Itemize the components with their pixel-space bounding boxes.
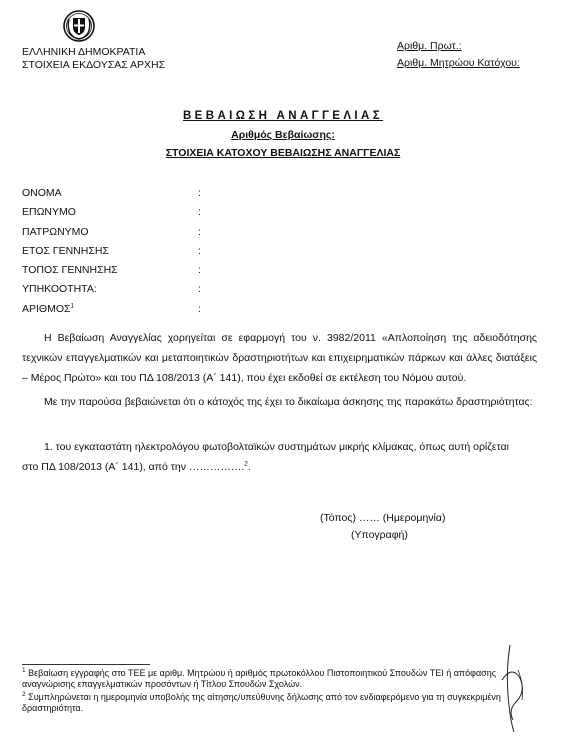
footnote-text: Βεβαίωση εγγραφής στο ΤΕΕ με αριθμ. Μητρώου ή αριθμός πρωτοκόλλου Πιστοποιητικού Σπουδών ΤΕΙ ή απόφασης αναγνώρισης επαγγελματικών προσόντων ή Τίτλου Σπουδών Σχολών. bbox=[22, 668, 497, 689]
activity-item-line2 bbox=[22, 457, 537, 477]
field-label: ΕΤΟΣ ΓΕΝΝΗΣΗΣ bbox=[22, 244, 109, 257]
field-separator: : bbox=[198, 225, 201, 238]
legal-basis-paragraph: Η Βεβαίωση Αναγγελίας χορηγείται σε εφαρμογή του ν. 3982/2011 «Απλοποίηση της αδειοδότησης τεχνικών επαγγελματικών και μεταποιητικών δραστηριοτήτων και επιχειρηματικών πάρκων και άλλες διατάξεις – Μέρος Πρώτο» και του ΠΔ 108/2013 (Α΄ 141), που έχει εκδοθεί σε εκτέλεση του Νόμου αυτού. bbox=[22, 332, 537, 384]
greek-coat-of-arms-icon bbox=[63, 10, 95, 42]
certificate-number-label: Αριθμός Βεβαίωσης: bbox=[231, 129, 335, 141]
field-label: ΥΠΗΚΟΟΤΗΤΑ: bbox=[22, 283, 97, 296]
field-separator: : bbox=[198, 206, 201, 219]
certification-paragraph: Με την παρούσα βεβαιώνεται ότι ο κάτοχός της έχει το δικαίωμα άσκησης της παρακάτω δραστηριότητας: bbox=[44, 396, 533, 408]
holder-heading: ΣΤΟΙΧΕΙΑ ΚΑΤΟΧΟΥ ΒΕΒΑΙΩΣΗΣ ΑΝΑΓΓΕΛΙΑΣ bbox=[165, 147, 401, 159]
field-label: ΠΑΤΡΩΝΥΜΟ bbox=[22, 225, 89, 238]
footnote-mark: 2 bbox=[22, 691, 26, 698]
issuer-line2: ΣΤΟΙΧΕΙΑ ΕΚΔΟΥΣΑΣ ΑΡΧΗΣ bbox=[22, 59, 166, 71]
holder-registry-label: Αριθμ. Μητρώου Κατόχου: bbox=[397, 57, 520, 69]
handwritten-mark-icon bbox=[480, 640, 550, 735]
footnote-ref-1: 1 bbox=[70, 302, 75, 310]
activity-item-line1: 1. του εγκαταστάτη ηλεκτρολόγου φωτοβολταϊκών συστημάτων μικρής κλίμακας, όπως αυτή ορίζεται bbox=[44, 441, 509, 453]
footnote-1 bbox=[22, 668, 536, 689]
footnote-divider bbox=[22, 664, 150, 665]
field-separator: : bbox=[198, 187, 201, 199]
activity-item-1 bbox=[22, 437, 537, 477]
issuer-block bbox=[22, 46, 165, 72]
field-label: ΟΝΟΜΑ bbox=[22, 187, 62, 199]
signature-label: (Υπογραφή) bbox=[351, 529, 408, 541]
field-label-text: ΑΡΙΘΜΟΣ bbox=[22, 302, 71, 315]
field-separator: : bbox=[198, 302, 201, 315]
footnote-text: Συμπληρώνεται η ημερομηνία υποβολής της αίτησης/υπεύθυνης δήλωσης από τον ενδιαφερόμενο για τη συγκεκριμένη δραστηριότητα. bbox=[22, 692, 501, 713]
field-label bbox=[22, 303, 74, 315]
field-separator: : bbox=[198, 283, 201, 296]
field-separator: : bbox=[198, 264, 201, 277]
protocol-number-label: Αριθμ. Πρωτ.: bbox=[397, 40, 462, 52]
footnote-mark: 1 bbox=[22, 667, 26, 674]
footnote-ref-2: 2 bbox=[244, 460, 248, 468]
field-label: ΤΟΠΟΣ ΓΕΝΝΗΣΗΣ bbox=[22, 264, 118, 277]
field-label: ΕΠΩΝΥΜΟ bbox=[22, 206, 76, 219]
place-date-line: (Τόπος) …… (Ημερομηνία) bbox=[320, 512, 446, 524]
activity-item-line2-text: στο ΠΔ 108/2013 (Α΄ 141), από την ……………. bbox=[22, 461, 245, 473]
issuer-line1: ΕΛΛΗΝΙΚΗ ΔΗΜΟΚΡΑΤΙΑ bbox=[22, 46, 146, 58]
document-title: ΒΕΒΑΙΩΣΗ ΑΝΑΓΓΕΛΙΑΣ bbox=[182, 110, 384, 122]
footnote-2 bbox=[22, 692, 536, 713]
field-separator: : bbox=[198, 244, 201, 257]
activity-item-end: . bbox=[247, 461, 251, 473]
